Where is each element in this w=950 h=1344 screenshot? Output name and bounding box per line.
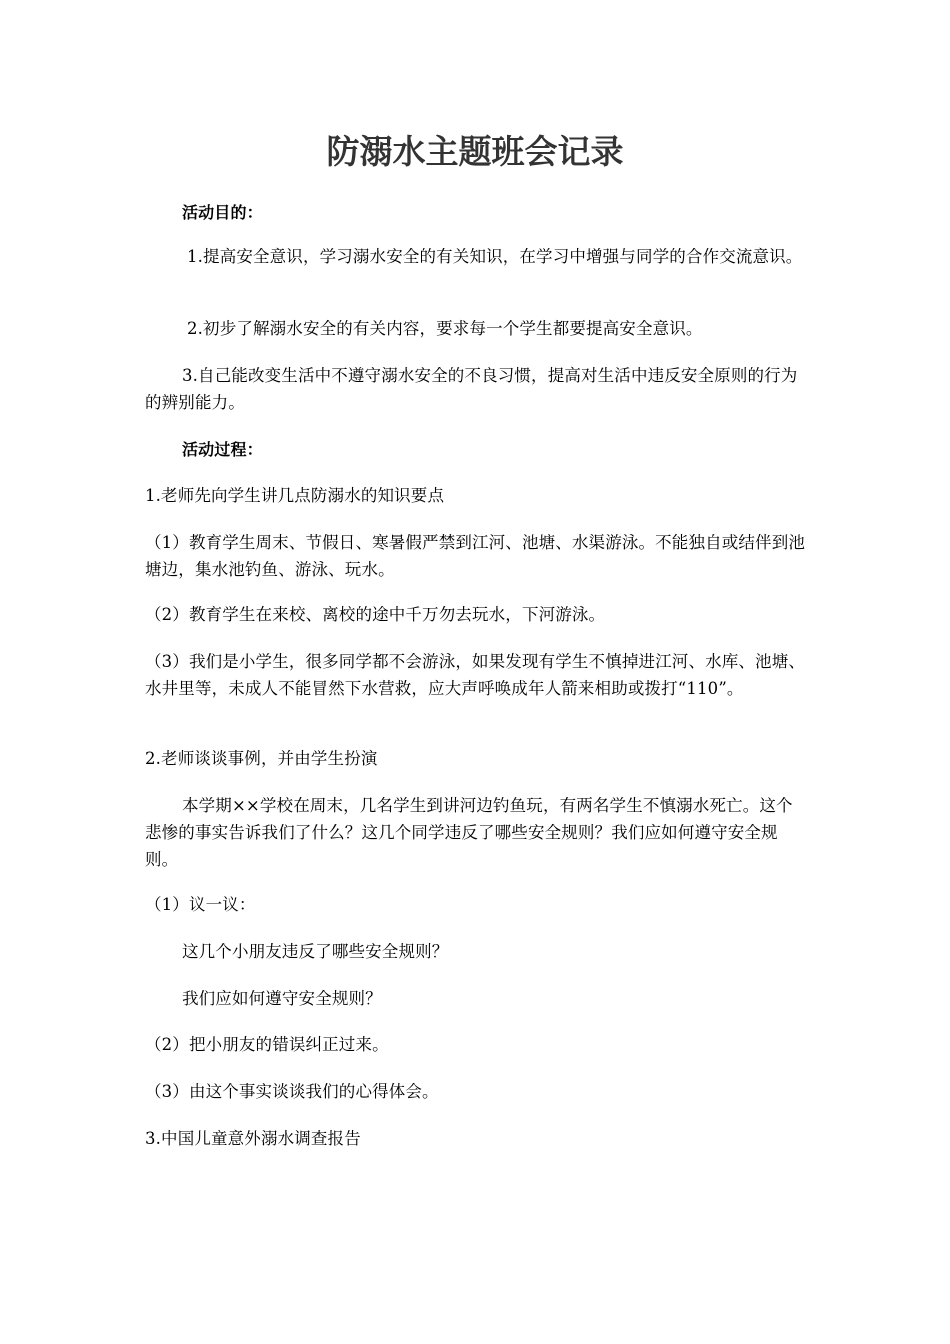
document-title: 防溺水主题班会记录 [326, 132, 624, 171]
section2-question-2: 我们应如何遵守安全规则？ [182, 989, 382, 1008]
section2-story: 本学期××学校在周末，几名学生到讲河边钓鱼玩，有两名学生不慎溺水死亡。这个悲惨的事实告诉我们了什么？这几个同学违反了哪些安全规则？我们应如何遵守安全规则。 [145, 796, 793, 869]
section1-title: 1.老师先向学生讲几点防溺水的知识要点 [145, 486, 445, 505]
section2-item-2: （2）把小朋友的错误纠正过来。 [145, 1035, 389, 1054]
section2-question-1: 这几个小朋友违反了哪些安全规则？ [182, 942, 449, 961]
process-heading: 活动过程： [182, 440, 263, 459]
section3-title: 3.中国儿童意外溺水调查报告 [145, 1129, 361, 1148]
section1-item-2: （2）教育学生在来校、离校的途中千万勿去玩水，下河游泳。 [145, 605, 606, 624]
purpose-heading: 活动目的： [182, 203, 263, 222]
section1-item-3: （3）我们是小学生，很多同学都不会游泳，如果发现有学生不慎掉进江河、水库、池塘、水井里等，未成人不能冒然下水营救，应大声呼唤成年人箭来相助或拨打“110”。 [145, 652, 805, 698]
purpose-item-1: 1.提高安全意识，学习溺水安全的有关知识，在学习中增强与同学的合作交流意识。 [187, 247, 803, 266]
section2-title: 2.老师谈谈事例，并由学生扮演 [145, 749, 378, 768]
purpose-item-3: 3.自己能改变生活中不遵守溺水安全的不良习惯，提高对生活中违反安全原则的行为的辨别能力。 [145, 366, 798, 412]
section1-item-1: （1）教育学生周末、节假日、寒暑假严禁到江河、池塘、水渠游泳。不能独自或结伴到池塘边，集水池钓鱼、游泳、玩水。 [145, 533, 805, 579]
purpose-item-2: 2.初步了解溺水安全的有关内容，要求每一个学生都要提高安全意识。 [187, 319, 703, 338]
section2-discuss-label: （1）议一议： [145, 895, 256, 914]
section2-item-3: （3）由这个事实谈谈我们的心得体会。 [145, 1082, 439, 1101]
